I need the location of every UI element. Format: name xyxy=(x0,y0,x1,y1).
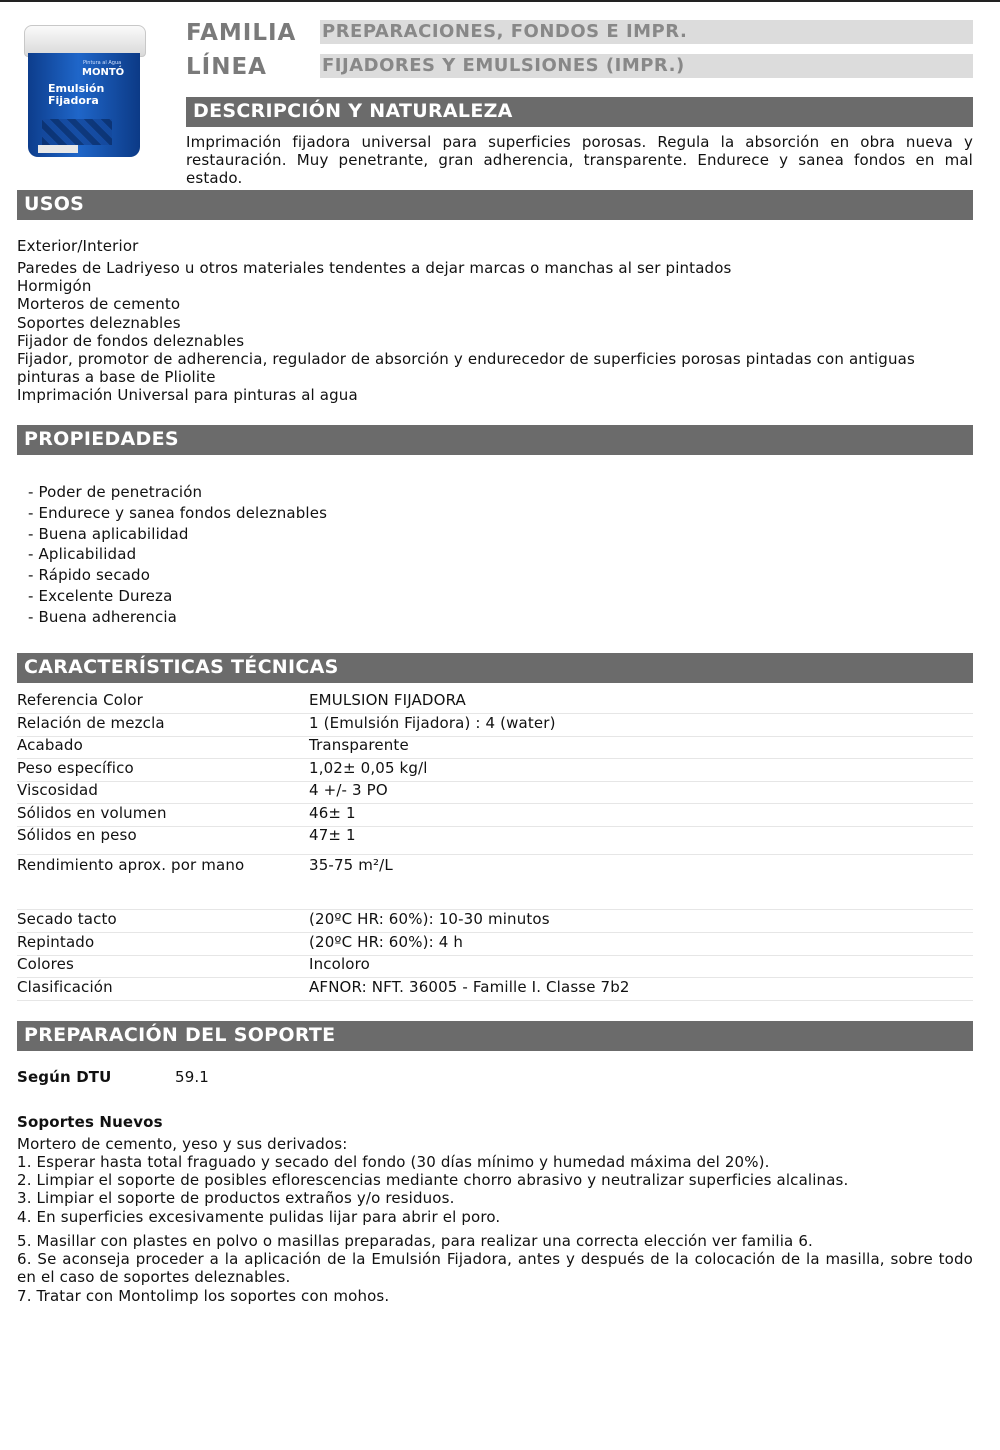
product-image xyxy=(20,25,148,160)
list-item: - Endurece y sanea fondos deleznables xyxy=(28,503,328,522)
usos-list xyxy=(17,259,973,405)
spec-value: (20ºC HR: 60%): 4 h xyxy=(309,933,463,951)
table-row xyxy=(17,691,973,714)
bucket-body xyxy=(28,53,140,157)
steps-list-a xyxy=(17,1153,973,1226)
table-row xyxy=(17,826,973,855)
list-item: Imprimación Universal para pinturas al agua xyxy=(17,386,358,405)
section-propiedades: PROPIEDADES xyxy=(17,425,973,455)
dtu-label: Según DTU xyxy=(17,1068,112,1086)
list-item: Fijador de fondos deleznables xyxy=(17,331,245,350)
section-usos: USOS xyxy=(17,190,973,220)
spec-key: Secado tacto xyxy=(17,910,117,928)
spec-value: 4 +/- 3 PO xyxy=(309,781,388,799)
list-item: - Buena aplicabilidad xyxy=(28,524,189,543)
table-row xyxy=(17,856,973,910)
familia-label: FAMILIA xyxy=(186,20,297,46)
list-item: - Buena adherencia xyxy=(28,607,178,626)
table-row xyxy=(17,804,973,827)
list-item: Paredes de Ladriyeso u otros materiales tendentes a dejar marcas o manchas al ser pintados xyxy=(17,259,732,277)
product-name xyxy=(48,83,104,107)
list-item: 6. Se aconseja proceder a la aplicación de la Emulsión Fijadora, antes y después de la colocación de la masilla, sobre todo en el caso de soportes deleznables. xyxy=(17,1250,973,1287)
spec-key: Repintado xyxy=(17,933,95,951)
product-small-text: Pintura al Agua xyxy=(83,60,122,66)
table-row xyxy=(17,759,973,782)
table-row xyxy=(17,933,973,956)
product-name-line2: Fijadora xyxy=(48,94,99,107)
spec-value: 35-75 m²/L xyxy=(309,856,393,874)
spec-value: 47± 1 xyxy=(309,826,356,844)
table-row xyxy=(17,910,973,933)
spec-key: Referencia Color xyxy=(17,691,143,709)
spec-value: (20ºC HR: 60%): 10-30 minutos xyxy=(309,910,550,928)
list-item: Morteros de cemento xyxy=(17,295,181,314)
section-descripcion: DESCRIPCIÓN Y NATURALEZA xyxy=(186,97,973,127)
table-row xyxy=(17,781,973,804)
spec-key: Clasificación xyxy=(17,978,113,996)
spec-value: 1,02± 0,05 kg/l xyxy=(309,759,428,777)
table-row xyxy=(17,978,973,1001)
table-row xyxy=(17,736,973,759)
table-row xyxy=(17,714,973,737)
spec-value: 1 (Emulsión Fijadora) : 4 (water) xyxy=(309,714,556,732)
list-item: 7. Tratar con Montolimp los soportes con mohos. xyxy=(17,1286,390,1305)
descripcion-text: Imprimación fijadora universal para superficies porosas. Regula la absorción en obra nueva y restauración. Muy penetrante, gran adherencia, transparente. Endurece y sanea fondos en mal estado. xyxy=(186,133,973,187)
list-item: 1. Esperar hasta total fraguado y secado del fondo (30 días mínimo y humedad máxima del 20%). xyxy=(17,1153,770,1171)
top-border xyxy=(0,0,1000,2)
spec-key: Acabado xyxy=(17,736,83,754)
spec-value: AFNOR: NFT. 36005 - Famille I. Classe 7b2 xyxy=(309,978,630,996)
product-brand: MONTÓ xyxy=(82,67,125,78)
spec-key: Sólidos en volumen xyxy=(17,804,167,822)
section-caracteristicas: CARACTERÍSTICAS TÉCNICAS xyxy=(17,653,973,683)
spec-key: Sólidos en peso xyxy=(17,826,137,844)
linea-label: LÍNEA xyxy=(186,54,267,80)
soportes-intro: Mortero de cemento, yeso y sus derivados: xyxy=(17,1135,348,1153)
spec-value: Transparente xyxy=(309,736,409,754)
steps-list-b xyxy=(17,1232,973,1305)
list-item: - Excelente Dureza xyxy=(28,586,173,605)
propiedades-list xyxy=(28,482,628,628)
dtu-value: 59.1 xyxy=(175,1068,209,1086)
spec-key: Colores xyxy=(17,955,74,973)
list-item: 4. En superficies excesivamente pulidas lijar para abrir el poro. xyxy=(17,1207,501,1226)
section-preparacion: PREPARACIÓN DEL SOPORTE xyxy=(17,1021,973,1051)
spec-value: EMULSION FIJADORA xyxy=(309,691,466,709)
product-tile-graphic xyxy=(42,119,112,145)
usos-first: Exterior/Interior xyxy=(17,237,139,255)
table-row xyxy=(17,955,973,978)
list-item: - Rápido secado xyxy=(28,566,151,585)
spec-value: 46± 1 xyxy=(309,804,356,822)
spec-key: Peso específico xyxy=(17,759,134,777)
list-item: Fijador, promotor de adherencia, regulador de absorción y endurecedor de superficies porosas pintadas con antiguas pinturas a base de Pliolite xyxy=(17,350,915,387)
list-item: - Aplicabilidad xyxy=(28,545,137,564)
spec-value: Incoloro xyxy=(309,955,370,973)
list-item: Hormigón xyxy=(17,277,92,296)
product-name-line1: Emulsión xyxy=(48,82,105,95)
linea-value: FIJADORES Y EMULSIONES (IMPR.) xyxy=(320,54,973,78)
spec-key: Rendimiento aprox. por mano xyxy=(17,856,245,874)
list-item: Soportes deleznables xyxy=(17,313,181,332)
soportes-nuevos-title: Soportes Nuevos xyxy=(17,1113,163,1131)
list-item: 5. Masillar con plastes en polvo o masillas preparadas, para realizar una correcta elección ver familia 6. xyxy=(17,1232,813,1250)
list-item: 2. Limpiar el soporte de posibles eflorescencias mediante chorro abrasivo y neutralizar superficies alcalinas. xyxy=(17,1171,849,1190)
spec-key: Viscosidad xyxy=(17,781,99,799)
familia-value: PREPARACIONES, FONDOS E IMPR. xyxy=(320,20,973,44)
list-item: 3. Limpiar el soporte de productos extraños y/o residuos. xyxy=(17,1189,455,1208)
spec-key: Relación de mezcla xyxy=(17,714,165,732)
list-item: - Poder de penetración xyxy=(28,483,203,501)
product-label xyxy=(38,145,78,153)
